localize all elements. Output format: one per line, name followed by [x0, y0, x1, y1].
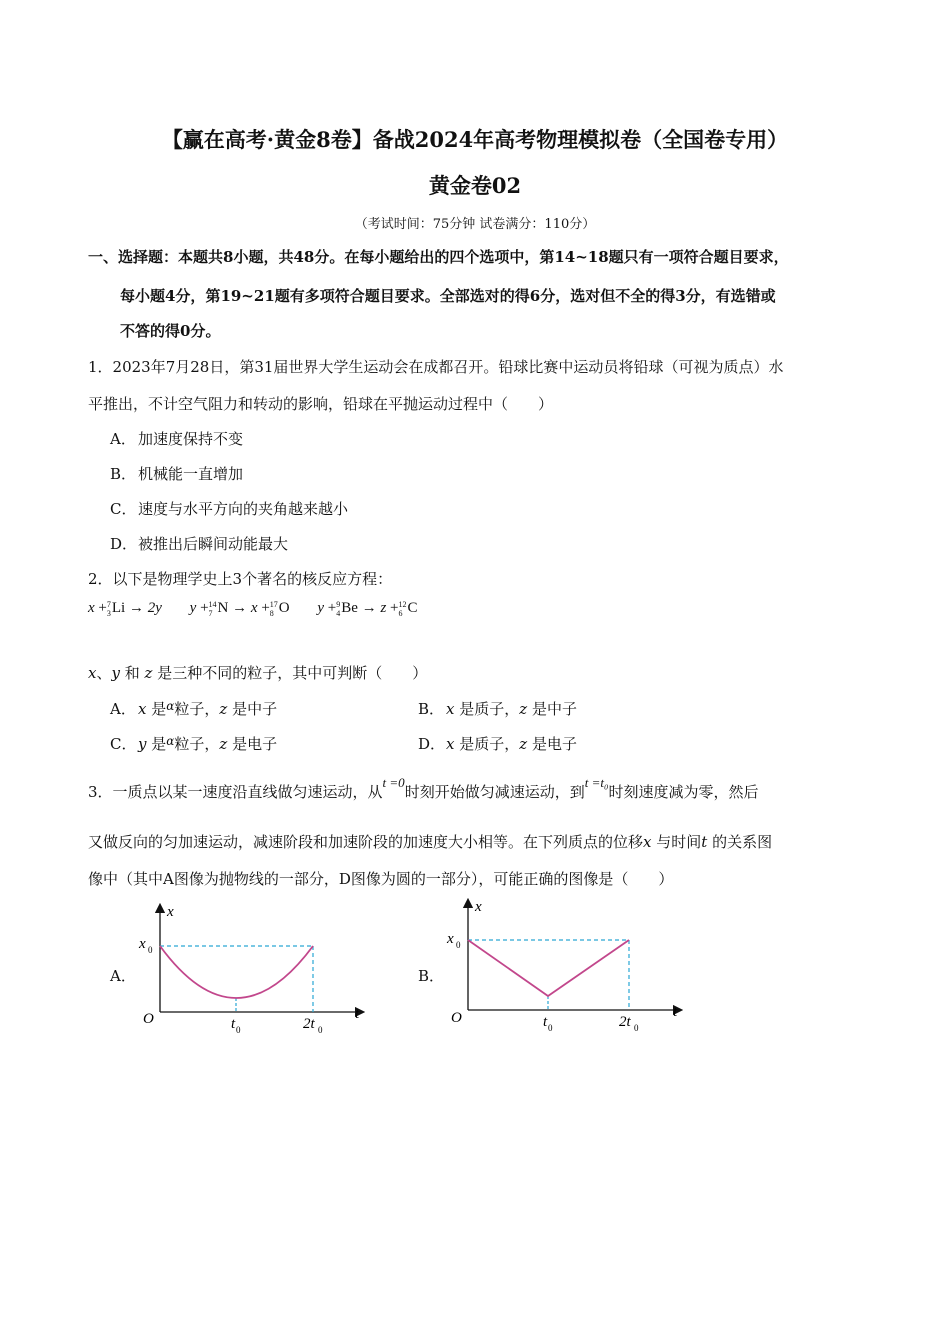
q3-stem-line2: 又做反向的匀加速运动，减速阶段和加速阶段的加速度大小相等。在下列质点的位移x 与时间t 的关系图 — [88, 833, 773, 851]
q2-stem-line1: 2．以下是物理学史上3个著名的核反应方程： — [88, 570, 393, 588]
q3-stem-line3: 像中（其中A图像为抛物线的一部分，D图像为圆的一部分），可能正确的图像是（ ） — [88, 870, 674, 888]
graph-b-label[interactable]: B． — [418, 967, 445, 985]
q2-stem-line2: x、y 和 z 是三种不同的粒子，其中可判断（ ） — [88, 664, 428, 682]
page-subtitle: 黄金卷02 — [428, 173, 522, 198]
equation-2: y + 14 7 N → x + 17 8 O — [189, 600, 290, 618]
svg-text:t: t — [543, 1014, 548, 1030]
option-text: 加速度保持不变 — [138, 430, 244, 448]
svg-text:2t: 2t — [619, 1014, 631, 1030]
q2-option-b[interactable]: B． x 是质子，z 是中子 — [418, 700, 577, 718]
svg-text:0: 0 — [318, 1025, 323, 1035]
option-key: A． — [110, 430, 136, 448]
q2-option-a[interactable]: A． x 是$^\alpha$粒子，z 是中子 — [110, 699, 278, 718]
svg-text:0: 0 — [548, 1023, 553, 1033]
svg-text:t: t — [355, 1006, 360, 1022]
section-instructions-line1: 一、选择题：本题共8小题，共48分。在每小题给出的四个选项中，第14~18题只有一项符合题目要求， — [88, 248, 789, 266]
svg-text:O: O — [143, 1011, 154, 1027]
section-instructions-line3: 不答的得0分。 — [120, 322, 221, 340]
exam-meta: （考试时间：75分钟 试卷满分：110分） — [354, 217, 596, 232]
svg-text:x: x — [447, 931, 454, 947]
svg-text:x: x — [167, 904, 174, 920]
q1-option-a[interactable] — [110, 428, 243, 449]
svg-text:2t: 2t — [303, 1016, 315, 1032]
option-key: C． — [110, 500, 137, 518]
svg-text:0: 0 — [236, 1025, 241, 1035]
svg-text:t: t — [673, 1004, 678, 1020]
option-text: 机械能一直增加 — [138, 465, 244, 483]
q1-stem-line1: 1．2023年7月28日，第31届世界大学生运动会在成都召开。铅球比赛中运动员将铅球（可视为质点）水 — [88, 358, 784, 376]
option-text: 被推出后瞬间动能最大 — [138, 535, 289, 553]
svg-text:t: t — [231, 1016, 236, 1032]
graph-a — [135, 900, 375, 1045]
graph-b — [443, 895, 693, 1045]
option-text: 速度与水平方向的夹角越来越小 — [138, 500, 349, 518]
svg-text:O: O — [451, 1010, 462, 1026]
svg-text:0: 0 — [634, 1023, 639, 1033]
q2-option-c[interactable]: C． y 是$^\alpha$粒子，z 是电子 — [110, 734, 278, 753]
graph-a-label[interactable]: A． — [110, 967, 136, 985]
parabola-curve — [160, 946, 313, 998]
q1-option-b[interactable] — [110, 463, 243, 484]
section-instructions-line2: 每小题4分，第19~21题有多项符合题目要求。全部选对的得6分，选对但不全的得3分，有选错或 — [120, 287, 776, 305]
q1-option-d[interactable] — [110, 533, 288, 554]
equation-3: y + 9 4 Be → z + 12 6 C — [317, 600, 418, 618]
v-shaped-line — [468, 940, 629, 996]
nuclear-equations — [88, 600, 442, 618]
equation-1: x + 7 3 Li → 2y — [88, 600, 162, 618]
q3-stem-line1: 3．一质点以某一速度沿直线做匀速运动，从t =0时刻开始做匀减速运动，到t =t₀时刻速度减为零，然后 — [88, 775, 759, 801]
q1-stem-line2: 平推出，不计空气阻力和转动的影响，铅球在平抛运动过程中（ ） — [88, 395, 554, 413]
svg-text:0: 0 — [148, 945, 153, 955]
option-key: D． — [110, 535, 138, 553]
page-title: 【赢在高考·黄金8卷】备战2024年高考物理模拟卷（全国卷专用） — [161, 127, 789, 152]
svg-text:x: x — [139, 936, 146, 952]
q1-option-c[interactable] — [110, 498, 348, 519]
q2-option-d[interactable]: D．x 是质子，z 是电子 — [418, 735, 577, 753]
svg-text:x: x — [475, 899, 482, 915]
svg-text:0: 0 — [456, 940, 461, 950]
option-key: B． — [110, 465, 137, 483]
